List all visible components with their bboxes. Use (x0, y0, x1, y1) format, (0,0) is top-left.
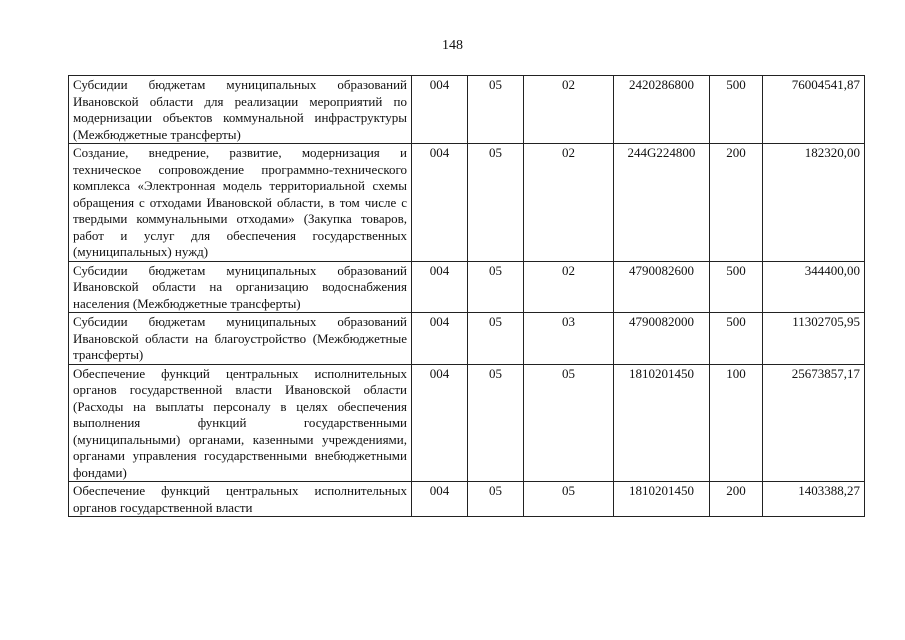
section-code: 05 (468, 482, 524, 517)
table-row (69, 261, 865, 313)
page-number: 148 (442, 38, 463, 53)
amount-value: 76004541,87 (763, 76, 865, 144)
row-description: Субсидии бюджетам муниципальных образований Ивановской области для реализации мероприятий по модернизации объектов коммунальной инфраструктуры (Межбюджетные трансферты) (69, 76, 412, 144)
target-code: 1810201450 (614, 364, 710, 482)
ministry-code: 004 (412, 313, 468, 365)
table-row (69, 313, 865, 365)
expense-type-code: 500 (710, 261, 763, 313)
budget-table (68, 75, 865, 517)
amount-value: 1403388,27 (763, 482, 865, 517)
target-code: 4790082000 (614, 313, 710, 365)
row-description: Субсидии бюджетам муниципальных образований Ивановской области на благоустройство (Межбюджетные трансферты) (69, 313, 412, 365)
expense-type-code: 100 (710, 364, 763, 482)
subsection-code: 02 (524, 76, 614, 144)
expense-type-code: 500 (710, 76, 763, 144)
table-row (69, 364, 865, 482)
ministry-code: 004 (412, 144, 468, 262)
subsection-code: 05 (524, 482, 614, 517)
section-code: 05 (468, 144, 524, 262)
amount-value: 11302705,95 (763, 313, 865, 365)
ministry-code: 004 (412, 261, 468, 313)
table-row (69, 76, 865, 144)
ministry-code: 004 (412, 482, 468, 517)
table-row (69, 482, 865, 517)
row-description: Создание, внедрение, развитие, модернизация и техническое сопровождение программно-технического комплекса «Электронная модель территориальной схемы обращения с отходами Ивановской области, в том числе с твердыми коммунальными отходами» (Закупка товаров, работ и услуг для обеспечения государственных (муниципальных) нужд) (69, 144, 412, 262)
target-code: 2420286800 (614, 76, 710, 144)
row-description: Обеспечение функций центральных исполнительных органов государственной власти (69, 482, 412, 517)
section-code: 05 (468, 364, 524, 482)
row-description: Субсидии бюджетам муниципальных образований Ивановской области на организацию водоснабжения населения (Межбюджетные трансферты) (69, 261, 412, 313)
expense-type-code: 500 (710, 313, 763, 365)
expense-type-code: 200 (710, 144, 763, 262)
subsection-code: 02 (524, 261, 614, 313)
table-row (69, 144, 865, 262)
section-code: 05 (468, 261, 524, 313)
subsection-code: 02 (524, 144, 614, 262)
section-code: 05 (468, 76, 524, 144)
target-code: 244G224800 (614, 144, 710, 262)
target-code: 4790082600 (614, 261, 710, 313)
page-bottom-margin (0, 585, 905, 640)
subsection-code: 05 (524, 364, 614, 482)
target-code: 1810201450 (614, 482, 710, 517)
amount-value: 182320,00 (763, 144, 865, 262)
subsection-code: 03 (524, 313, 614, 365)
ministry-code: 004 (412, 364, 468, 482)
ministry-code: 004 (412, 76, 468, 144)
expense-type-code: 200 (710, 482, 763, 517)
row-description: Обеспечение функций центральных исполнительных органов государственной власти Ивановской области (Расходы на выплаты персоналу в целях обеспечения выполнения функций государственными (муниципальными) органами, казенными учреждениями, органами управления государственными внебюджетными фондами) (69, 364, 412, 482)
amount-value: 344400,00 (763, 261, 865, 313)
section-code: 05 (468, 313, 524, 365)
budget-table-body (69, 76, 865, 517)
amount-value: 25673857,17 (763, 364, 865, 482)
